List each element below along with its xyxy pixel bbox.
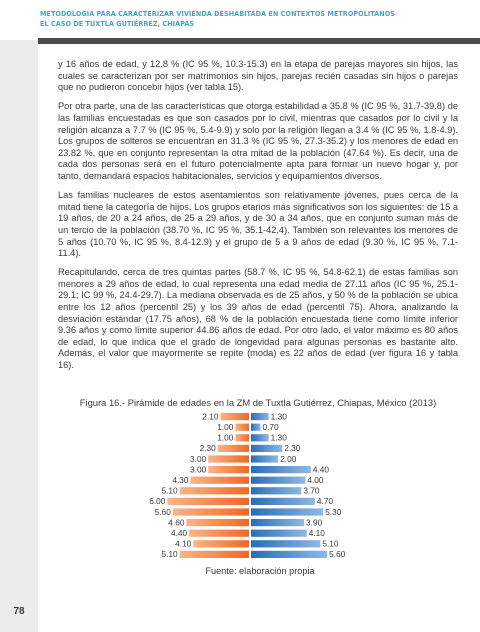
pyramid-label-left: 6.00	[149, 496, 166, 507]
pyramid-bar-right	[251, 445, 282, 452]
pyramid-label-left: 3.00	[190, 464, 207, 475]
pyramid-bar-left	[235, 434, 249, 441]
pyramid-bar-left	[189, 530, 249, 537]
pyramid-label-right: 1.30	[270, 432, 287, 443]
running-header	[40, 9, 460, 29]
pyramid-bar-left	[186, 519, 249, 526]
figure-caption: Figura 16.- Pirámide de edades en la ZM de Tuxtla Gutiérrez, Chiapas, México (2013)	[79, 397, 437, 408]
pyramid-label-left: 2.30	[199, 443, 216, 454]
running-header-subtitle: EL CASO DE TUXTLA GUTIÉRREZ, CHIAPAS	[40, 19, 195, 28]
pyramid-label-right: 4.70	[316, 496, 334, 507]
pyramid-label-right: 4.10	[308, 528, 325, 538]
pyramid-label-right: 3.70	[303, 485, 320, 496]
pyramid-bar-right	[251, 530, 307, 537]
pyramid-bar-right	[251, 498, 315, 505]
pyramid-label-left: 3.00	[190, 453, 207, 464]
age-pyramid-svg	[96, 411, 396, 563]
pyramid-bar-left	[208, 466, 249, 473]
pyramid-label-left: 5.10	[161, 549, 178, 560]
pyramid-label-right: 3.90	[306, 517, 323, 528]
pyramid-label-left: 2.10	[202, 411, 219, 422]
pyramid-label-right: 0.70	[262, 422, 279, 432]
pyramid-label-right: 5.10	[322, 538, 339, 549]
pyramid-bar-right	[251, 413, 269, 420]
pyramid-label-right: 4.00	[307, 475, 324, 485]
running-header-title: METODOLOGÍA PARA CARACTERIZAR VIVIENDA DESHABITADA EN CONTEXTOS METROPOLITANOS	[40, 9, 396, 18]
pyramid-bar-left	[180, 487, 249, 494]
pyramid-bar-right	[251, 477, 305, 484]
age-pyramid-chart	[96, 411, 396, 563]
page-margin-band	[0, 40, 38, 632]
pyramid-bar-right	[251, 487, 301, 494]
pyramid-label-right: 2.30	[284, 443, 301, 454]
pyramid-bar-left	[173, 508, 249, 515]
figure-source: Fuente: elaboración propia	[205, 566, 315, 576]
pyramid-bar-left	[235, 424, 249, 431]
pyramid-bar-left	[167, 498, 249, 505]
pyramid-bar-left	[218, 445, 249, 452]
pyramid-label-left: 1.00	[217, 422, 234, 432]
header-rule	[38, 38, 480, 44]
pyramid-bar-right	[251, 434, 269, 441]
pyramid-bar-left	[191, 477, 249, 484]
pyramid-label-left: 5.10	[161, 485, 178, 496]
pyramid-label-right: 1.30	[270, 411, 287, 422]
pyramid-bar-left	[180, 551, 249, 558]
pyramid-bar-right	[251, 455, 278, 462]
paragraph-2: Por otra parte, una de las características que otorga estabilidad a 35.8 % (IC 95 %, 31.7-39.8) de las familias encuestadas es que son casados por lo civil, mientras que casados por lo civil y la religión alcanza a 7.7 % (IC 95 %, 5.4-9.9) y solo por la religión llegan a 3.4 % (IC 95 %, 1.8-4.9). Los grupos de solteros se encuentran en 31.3 % (IC 95 %, 27.3-35.2) y los menores de edad en 23.82 %, que en conjunto representan la otra mitad de la población (47.64 %). Es decir, una de cada dos personas será en el futuro potencialmente apta para formar un nuevo hogar y, por tanto, demandará espacios habitacionales, servicios y equipamientos diversos.	[58, 101, 458, 181]
pyramid-bar-left	[208, 455, 249, 462]
pyramid-bar-right	[251, 424, 261, 431]
pyramid-label-left: 4.30	[172, 475, 189, 485]
page-number: 78	[13, 606, 25, 617]
paragraph-1: y 16 años de edad, y 12.8 % (IC 95 %, 10.3-15.3) en la etapa de parejas mayores sin hijos, las cuales se caracterizan por ser matrimonios sin hijos, parejas recién casadas sin hijos o parejas que no pudieron concebir hijos (ver tabla 15).	[58, 59, 458, 93]
pyramid-label-right: 5.60	[329, 549, 346, 560]
body-text	[58, 59, 458, 379]
pyramid-bar-left	[220, 413, 249, 420]
pyramid-bar-right	[251, 540, 320, 547]
pyramid-label-left: 1.00	[217, 432, 234, 443]
pyramid-label-left: 5.60	[154, 506, 171, 517]
pyramid-label-right: 4.40	[312, 464, 329, 475]
pyramid-label-left: 4.40	[171, 528, 188, 538]
pyramid-bar-right	[251, 519, 304, 526]
pyramid-label-left: 4.60	[168, 517, 185, 528]
pyramid-bar-right	[251, 551, 327, 558]
pyramid-bar-left	[193, 540, 249, 547]
pyramid-label-right: 5.30	[325, 506, 342, 517]
pyramid-label-right: 2.00	[280, 453, 297, 464]
pyramid-bar-right	[251, 508, 323, 515]
paragraph-4: Recapitulando, cerca de tres quintas partes (58.7 %, IC 95 %, 54.8-62.1) de estas familias son menores a 29 años de edad, lo cual representa una edad media de 27.11 años (IC 95 %, 25.1-29.1; IC 99 %, 24.4-29.7). La mediana observada es de 25 años, y 50 % de la población se ubica entre los 12 años (percentil 25) y los 39 años de edad (percentil 75). Ahora, analizando la desviación estándar (17.75 años), 68 % de la población encuestada tiene como límite inferior 9.36 años y como límite superior 44.86 años de edad. Por otro lado, el valor máximo es 80 años de edad, lo que indica que el grado de longevidad para algunas personas es bastante alto. Además, el valor que mayormente se repite (moda) es 22 años de edad (ver figura 16 y tabla 16).	[58, 267, 458, 371]
pyramid-label-left: 4.10	[175, 538, 192, 549]
pyramid-bar-right	[251, 466, 311, 473]
paragraph-3: Las familias nucleares de estos asentamientos son relativamente jóvenes, pues cerca de la mitad tiene la categoría de hijos. Los grupos etarios más significativos son los siguientes: de 15 a 19 años, de 20 a 24 años, de 25 a 29 años, y de 30 a 34 años, que en conjunto suman más de un tercio de la población (38.70 %, IC 95 %, 35.1-42,4). También son relevantes los menores de 5 años (10.70 %, IC 95 %, 8.4-12.9) y el grupo de 5 a 9 años de edad (9.30 %, IC 95 %, 7.1-11.4).	[58, 190, 458, 259]
